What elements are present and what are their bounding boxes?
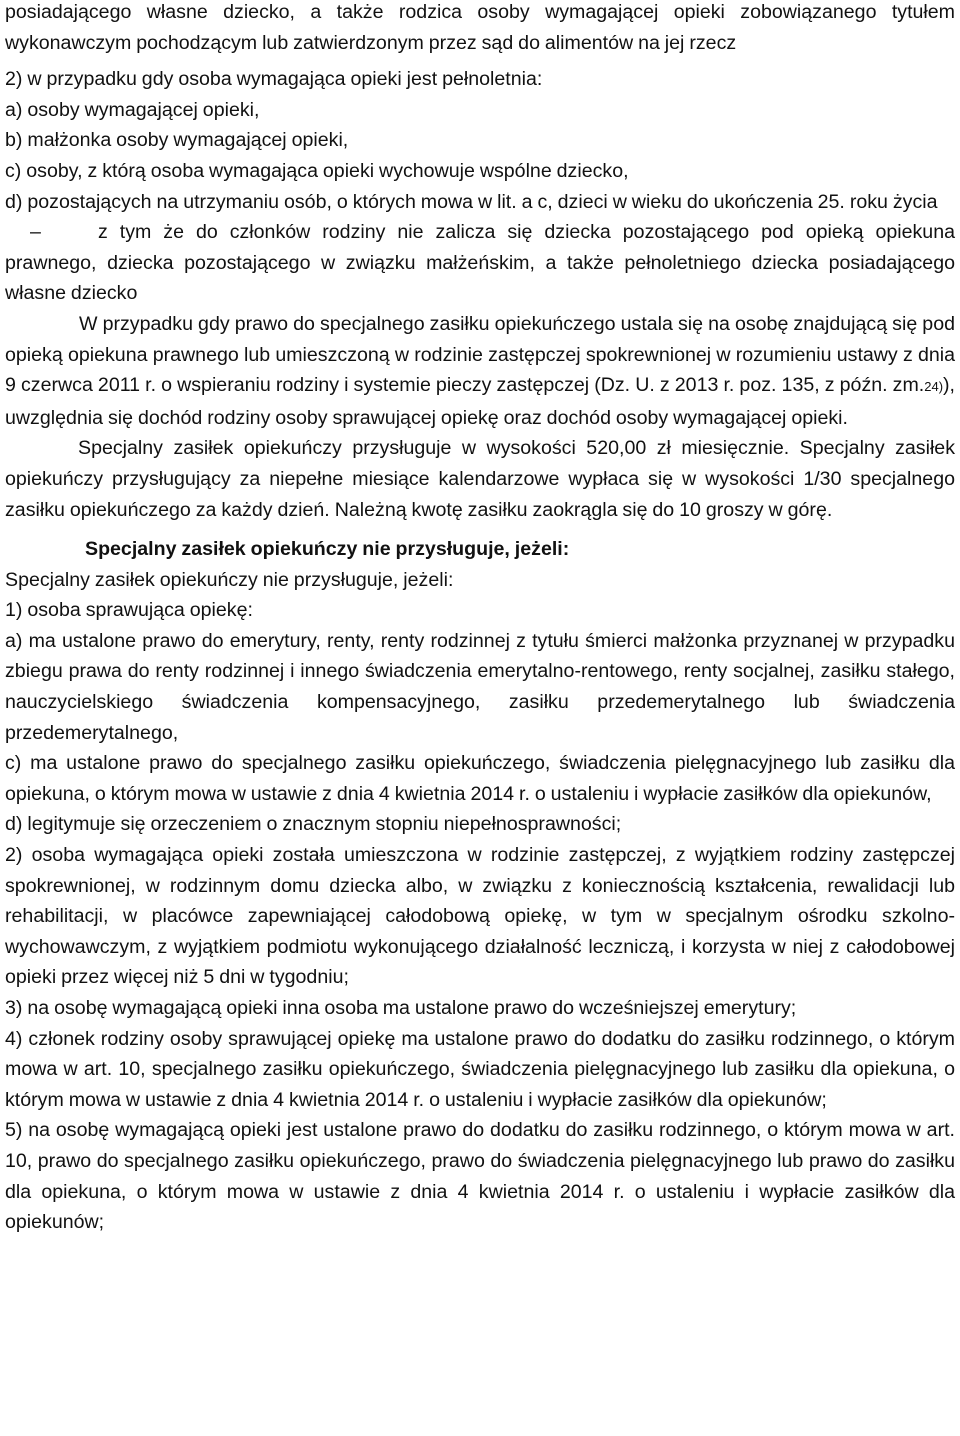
- guardian-income-text-end: ), uwzględnia się dochód rodziny osoby sprawującej opiekę oraz dochód osoby wymagającej opieki.: [5, 374, 955, 429]
- guardian-income-text-start: W przypadku gdy prawo do specjalnego zasiłku opiekuńczego ustala się na osobę znajdującą się pod opieką opiekuna prawnego lub umieszczoną w rodzinie zastępczej spokrewnionej w rozumieniu ustawy z dnia 9 czerwca 2011 r. o wspieraniu rodziny i systemie pieczy zastępczej (Dz. U. z 2013 r. poz. 135, z późn. zm.: [5, 312, 955, 397]
- list-item-2: 2) w przypadku gdy osoba wymagająca opieki jest pełnoletnia:: [5, 68, 543, 91]
- partial-month-sentence: Specjalny zasiłek opiekuńczy przysługujący za niepełne miesiące kalendarzowe wypłaca się w wysokości 1/30 specjalnego zasiłku opiekuńczego za każdy dzień.: [5, 437, 955, 521]
- amount-sentence: Specjalny zasiłek opiekuńczy przysługuje w wysokości 520,00 zł miesięcznie.: [78, 437, 790, 460]
- intro-paragraph: posiadającego własne dziecko, a także rodzica osoby wymagającej opieki zobowiązanego tytułem wykonawczym pochodzącym lub zatwierdzonym przez sąd do alimentów na jej rzecz: [5, 1, 955, 54]
- list-item-2c: c) osoby, z którą osoba wymagająca opieki wychowuje wspólne dziecko,: [5, 159, 629, 182]
- condition-4: 4) członek rodziny osoby sprawującej opiekę ma ustalone prawo do dodatku do zasiłku rodzinnego, o którym mowa w art. 10, specjalnego zasiłku opiekuńczego, świadczenia pielęgnacyjnego lub zasiłku dla opiekuna, o którym mowa w ustawie z dnia 4 kwietnia 2014 r. o ustaleniu i wypłacie zasiłków dla opiekunów;: [5, 1027, 955, 1111]
- amount-paragraph: [5, 433, 955, 525]
- footnote-ref: 24): [924, 379, 944, 395]
- dash-mark: –: [30, 221, 41, 244]
- exclusion-paragraph: [5, 217, 955, 309]
- condition-1c: c) ma ustalone prawo do specjalnego zasiłku opiekuńczego, świadczenia pielęgnacyjnego lub zasiłku dla opiekuna, o którym mowa w ustawie z dnia 4 kwietnia 2014 r. o ustaleniu i wypłacie zasiłków dla opiekunów,: [5, 752, 955, 805]
- rounding-sentence: Należną kwotę zasiłku zaokrągla się do 10 groszy w górę.: [334, 498, 833, 521]
- list-item-2b: b) małżonka osoby wymagającej opieki,: [5, 129, 349, 152]
- exclusion-text: z tym że do członków rodziny nie zalicza się dziecka pozostającego pod opieką opiekuna prawnego, dziecka pozostającego w związku małżeńskim, a także pełnoletniego dziecka posiadającego własne dziecko: [5, 221, 955, 305]
- section-intro: Specjalny zasiłek opiekuńczy nie przysługuje, jeżeli:: [5, 568, 454, 591]
- section-heading: Specjalny zasiłek opiekuńczy nie przysługuje, jeżeli:: [85, 538, 570, 561]
- guardian-income-paragraph: [5, 309, 955, 433]
- condition-3: 3) na osobę wymagającą opieki inna osoba ma ustalone prawo do wcześniejszej emerytury;: [5, 997, 797, 1019]
- condition-1: 1) osoba sprawująca opiekę:: [5, 599, 253, 622]
- condition-2: 2) osoba wymagająca opieki została umieszczona w rodzinie zastępczej, z wyjątkiem rodziny zastępczej spokrewnionej, w rodzinnym domu dziecka albo, w związku z koniecznością kształcenia, rewalidacji lub rehabilitacji, w placówce zapewniającej całodobową opiekę, w tym w specjalnym ośrodku szkolno-wychowawczym, z wyjątkiem podmiotu wykonującego działalność leczniczą, i korzysta w niej z całodobowej opieki przez więcej niż 5 dni w tygodniu;: [5, 844, 955, 989]
- condition-1d: d) legitymuje się orzeczeniem o znacznym stopniu niepełnosprawności;: [5, 813, 622, 836]
- condition-1a: a) ma ustalone prawo do emerytury, renty, renty rodzinnej z tytułu śmierci małżonka przyznanej w przypadku zbiegu prawa do renty rodzinnej i innego świadczenia emerytalno-rentowego, renty socjalnej, zasiłku stałego, nauczycielskiego świadczenia kompensacyjnego, zasiłku przedemerytalnego lub świadczenia przedemerytalnego,: [5, 629, 955, 744]
- condition-5: 5) na osobę wymagającą opieki jest ustalone prawo do dodatku do zasiłku rodzinnego, o którym mowa w art. 10, prawo do specjalnego zasiłku opiekuńczego, prawo do świadczenia pielęgnacyjnego lub prawo do zasiłku dla opiekuna, o którym mowa w ustawie z dnia 4 kwietnia 2014 r. o ustaleniu i wypłacie zasiłków dla opiekunów;: [5, 1119, 955, 1234]
- list-item-2d: d) pozostających na utrzymaniu osób, o których mowa w lit. a c, dzieci w wieku do ukończenia 25. roku życia: [5, 190, 938, 213]
- list-item-2a: a) osoby wymagającej opieki,: [5, 98, 260, 121]
